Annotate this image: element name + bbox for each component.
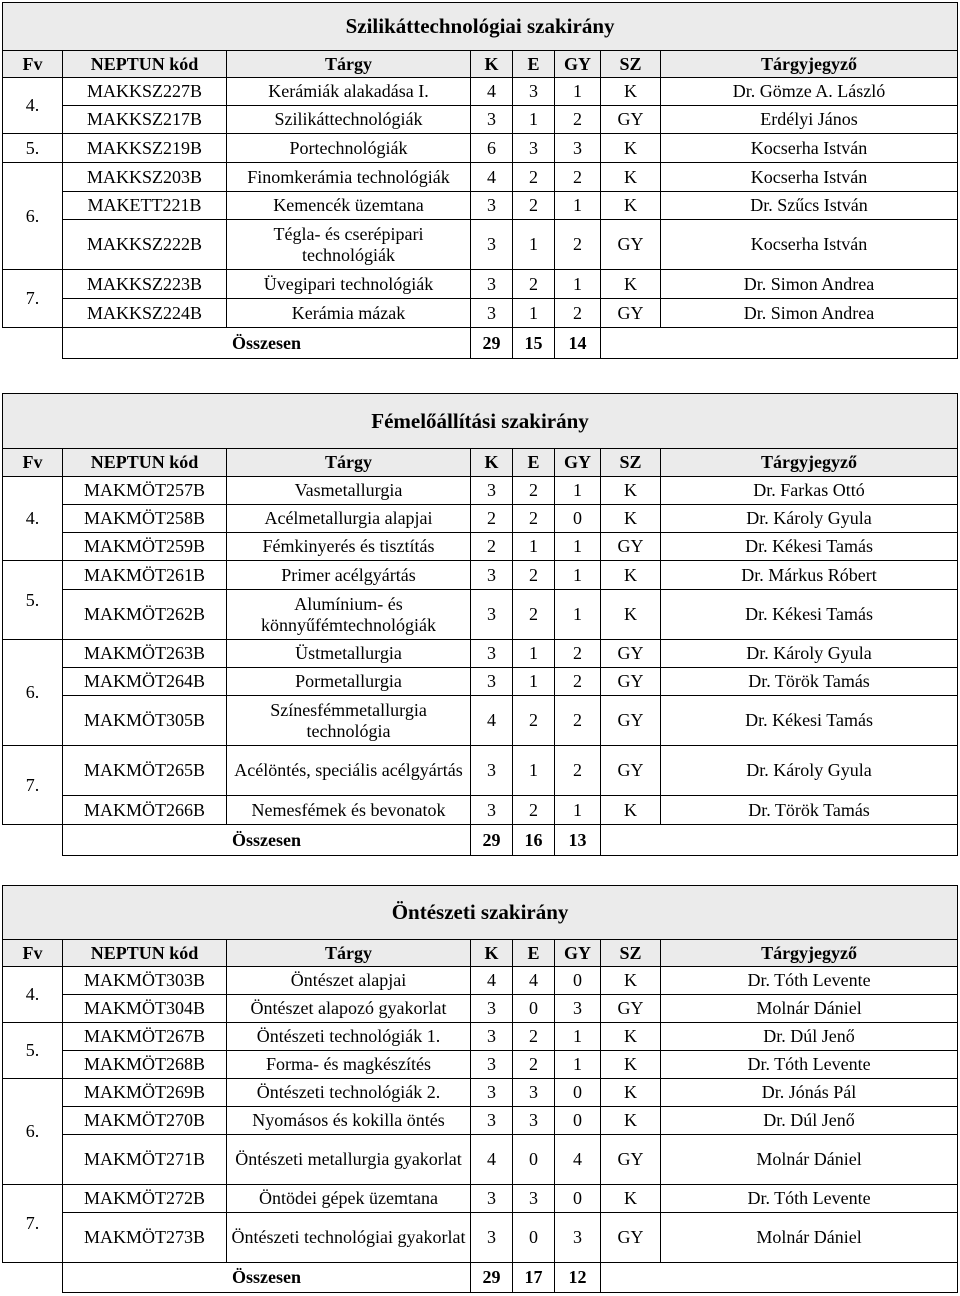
gy-cell: 1 <box>555 1023 601 1051</box>
teacher-cell: Molnár Dániel <box>661 995 958 1023</box>
total-label: Összesen <box>63 1263 471 1293</box>
e-cell: 4 <box>513 967 555 995</box>
course-table <box>2 2 958 359</box>
k-cell: 3 <box>471 106 513 134</box>
total-gy: 14 <box>555 328 601 359</box>
sz-cell: K <box>601 134 661 163</box>
table-row <box>3 533 958 561</box>
sz-cell: GY <box>601 1213 661 1263</box>
semester-cell: 4. <box>3 967 63 1023</box>
table-row <box>3 668 958 696</box>
k-cell: 3 <box>471 590 513 640</box>
sz-cell: GY <box>601 696 661 746</box>
header-e: E <box>513 940 555 967</box>
semester-cell: 6. <box>3 163 63 270</box>
code-cell: MAKMÖT273B <box>63 1213 227 1263</box>
e-cell: 2 <box>513 796 555 825</box>
subject-cell: Portechnológiák <box>227 134 471 163</box>
header-fv: Fv <box>3 51 63 78</box>
table-row <box>3 967 958 995</box>
e-cell: 1 <box>513 668 555 696</box>
code-cell: MAKMÖT257B <box>63 477 227 505</box>
code-cell: MAKKSZ224B <box>63 299 227 328</box>
gy-cell: 1 <box>555 1051 601 1079</box>
semester-cell: 7. <box>3 1185 63 1263</box>
total-gy: 12 <box>555 1263 601 1293</box>
subject-cell: Forma- és magkészítés <box>227 1051 471 1079</box>
sz-cell: GY <box>601 299 661 328</box>
teacher-cell: Erdélyi János <box>661 106 958 134</box>
k-cell: 3 <box>471 668 513 696</box>
table-row <box>3 78 958 106</box>
total-row <box>3 328 958 359</box>
gy-cell: 3 <box>555 1213 601 1263</box>
gy-cell: 1 <box>555 270 601 299</box>
code-cell: MAKMÖT264B <box>63 668 227 696</box>
table-row <box>3 590 958 640</box>
teacher-cell: Dr. Simon Andrea <box>661 270 958 299</box>
teacher-cell: Kocserha István <box>661 134 958 163</box>
total-row <box>3 1263 958 1293</box>
table-row <box>3 796 958 825</box>
teacher-cell: Dr. Kékesi Tamás <box>661 590 958 640</box>
k-cell: 3 <box>471 1107 513 1135</box>
k-cell: 3 <box>471 220 513 270</box>
k-cell: 4 <box>471 967 513 995</box>
code-cell: MAKMÖT270B <box>63 1107 227 1135</box>
section-title: Fémelőállítási szakirány <box>3 394 958 449</box>
e-cell: 0 <box>513 1213 555 1263</box>
table-row <box>3 1079 958 1107</box>
header-k: K <box>471 449 513 477</box>
teacher-cell: Dr. Dúl Jenő <box>661 1107 958 1135</box>
gy-cell: 2 <box>555 696 601 746</box>
header-k: K <box>471 51 513 78</box>
teacher-cell: Molnár Dániel <box>661 1213 958 1263</box>
k-cell: 4 <box>471 1135 513 1185</box>
table-row <box>3 505 958 533</box>
sz-cell: GY <box>601 995 661 1023</box>
header-sz: SZ <box>601 940 661 967</box>
k-cell: 2 <box>471 533 513 561</box>
subject-cell: Nemesfémek és bevonatok <box>227 796 471 825</box>
teacher-cell: Dr. Török Tamás <box>661 796 958 825</box>
teacher-cell: Kocserha István <box>661 220 958 270</box>
k-cell: 6 <box>471 134 513 163</box>
section-onteszeti <box>2 885 957 1293</box>
gy-cell: 1 <box>555 796 601 825</box>
k-cell: 3 <box>471 746 513 796</box>
teacher-cell: Dr. Török Tamás <box>661 668 958 696</box>
code-cell: MAKMÖT304B <box>63 995 227 1023</box>
subject-cell: Öntészet alapjai <box>227 967 471 995</box>
course-table <box>2 885 958 1293</box>
code-cell: MAKKSZ203B <box>63 163 227 192</box>
subject-cell: Öntödei gépek üzemtana <box>227 1185 471 1213</box>
sz-cell: K <box>601 1107 661 1135</box>
total-empty <box>601 825 958 856</box>
gy-cell: 2 <box>555 220 601 270</box>
teacher-cell: Molnár Dániel <box>661 1135 958 1185</box>
table-row <box>3 640 958 668</box>
spacer-cell <box>3 1263 63 1293</box>
subject-cell: Üstmetallurgia <box>227 640 471 668</box>
semester-cell: 7. <box>3 746 63 825</box>
spacer-cell <box>3 328 63 359</box>
e-cell: 2 <box>513 192 555 220</box>
semester-cell: 4. <box>3 477 63 561</box>
subject-cell: Alumínium- és könnyűfémtechnológiák <box>227 590 471 640</box>
teacher-cell: Kocserha István <box>661 163 958 192</box>
total-label: Összesen <box>63 825 471 856</box>
k-cell: 3 <box>471 796 513 825</box>
total-e: 15 <box>513 328 555 359</box>
table-row <box>3 477 958 505</box>
teacher-cell: Dr. Kékesi Tamás <box>661 696 958 746</box>
teacher-cell: Dr. Szűcs István <box>661 192 958 220</box>
sz-cell: K <box>601 477 661 505</box>
subject-cell: Primer acélgyártás <box>227 561 471 590</box>
k-cell: 3 <box>471 995 513 1023</box>
table-row <box>3 1185 958 1213</box>
header-e: E <box>513 51 555 78</box>
section-szilikat <box>2 2 957 359</box>
code-cell: MAKMÖT269B <box>63 1079 227 1107</box>
subject-cell: Színesfémmetallurgia technológia <box>227 696 471 746</box>
e-cell: 3 <box>513 1107 555 1135</box>
code-cell: MAKKSZ222B <box>63 220 227 270</box>
subject-cell: Kerámiák alakadása I. <box>227 78 471 106</box>
e-cell: 2 <box>513 696 555 746</box>
total-e: 16 <box>513 825 555 856</box>
teacher-cell: Dr. Farkas Ottó <box>661 477 958 505</box>
code-cell: MAKMÖT266B <box>63 796 227 825</box>
header-k: K <box>471 940 513 967</box>
subject-cell: Öntészeti technológiák 1. <box>227 1023 471 1051</box>
e-cell: 0 <box>513 1135 555 1185</box>
gy-cell: 2 <box>555 746 601 796</box>
teacher-cell: Dr. Dúl Jenő <box>661 1023 958 1051</box>
e-cell: 1 <box>513 640 555 668</box>
table-row <box>3 106 958 134</box>
teacher-cell: Dr. Tóth Levente <box>661 967 958 995</box>
gy-cell: 0 <box>555 505 601 533</box>
sz-cell: K <box>601 1051 661 1079</box>
teacher-cell: Dr. Gömze A. László <box>661 78 958 106</box>
total-label: Összesen <box>63 328 471 359</box>
e-cell: 3 <box>513 1185 555 1213</box>
table-row <box>3 1135 958 1185</box>
header-subject: Tárgy <box>227 51 471 78</box>
e-cell: 2 <box>513 1051 555 1079</box>
k-cell: 3 <box>471 299 513 328</box>
e-cell: 2 <box>513 590 555 640</box>
subject-cell: Öntészeti technológiai gyakorlat <box>227 1213 471 1263</box>
total-gy: 13 <box>555 825 601 856</box>
subject-cell: Szilikáttechnológiák <box>227 106 471 134</box>
k-cell: 4 <box>471 163 513 192</box>
code-cell: MAKKSZ219B <box>63 134 227 163</box>
total-e: 17 <box>513 1263 555 1293</box>
sz-cell: K <box>601 561 661 590</box>
table-row <box>3 746 958 796</box>
header-e: E <box>513 449 555 477</box>
table-row <box>3 163 958 192</box>
sz-cell: GY <box>601 533 661 561</box>
subject-cell: Finomkerámia technológiák <box>227 163 471 192</box>
gy-cell: 3 <box>555 995 601 1023</box>
sz-cell: K <box>601 270 661 299</box>
total-k: 29 <box>471 1263 513 1293</box>
header-sz: SZ <box>601 51 661 78</box>
header-fv: Fv <box>3 449 63 477</box>
subject-cell: Üvegipari technológiák <box>227 270 471 299</box>
subject-cell: Vasmetallurgia <box>227 477 471 505</box>
subject-cell: Acélmetallurgia alapjai <box>227 505 471 533</box>
code-cell: MAKKSZ223B <box>63 270 227 299</box>
subject-cell: Kerámia mázak <box>227 299 471 328</box>
gy-cell: 2 <box>555 106 601 134</box>
code-cell: MAKMÖT263B <box>63 640 227 668</box>
e-cell: 2 <box>513 163 555 192</box>
teacher-cell: Dr. Márkus Róbert <box>661 561 958 590</box>
code-cell: MAKMÖT259B <box>63 533 227 561</box>
header-fv: Fv <box>3 940 63 967</box>
semester-cell: 5. <box>3 561 63 640</box>
k-cell: 3 <box>471 640 513 668</box>
course-table <box>2 393 958 856</box>
table-row <box>3 1213 958 1263</box>
code-cell: MAKMÖT261B <box>63 561 227 590</box>
code-cell: MAKETT221B <box>63 192 227 220</box>
total-k: 29 <box>471 328 513 359</box>
section-femeloallitasi <box>2 393 957 856</box>
total-row <box>3 825 958 856</box>
gy-cell: 2 <box>555 299 601 328</box>
header-teacher: Tárgyjegyző <box>661 940 958 967</box>
header-neptun: NEPTUN kód <box>63 51 227 78</box>
sz-cell: K <box>601 1079 661 1107</box>
sz-cell: K <box>601 796 661 825</box>
e-cell: 3 <box>513 134 555 163</box>
header-neptun: NEPTUN kód <box>63 449 227 477</box>
code-cell: MAKMÖT258B <box>63 505 227 533</box>
teacher-cell: Dr. Károly Gyula <box>661 746 958 796</box>
section-title: Szilikáttechnológiai szakirány <box>3 3 958 51</box>
code-cell: MAKMÖT271B <box>63 1135 227 1185</box>
code-cell: MAKKSZ227B <box>63 78 227 106</box>
e-cell: 2 <box>513 477 555 505</box>
gy-cell: 0 <box>555 1185 601 1213</box>
e-cell: 1 <box>513 746 555 796</box>
sz-cell: GY <box>601 640 661 668</box>
k-cell: 3 <box>471 1079 513 1107</box>
semester-cell: 5. <box>3 134 63 163</box>
gy-cell: 1 <box>555 561 601 590</box>
table-row <box>3 1107 958 1135</box>
code-cell: MAKMÖT267B <box>63 1023 227 1051</box>
e-cell: 1 <box>513 533 555 561</box>
subject-cell: Fémkinyerés és tisztítás <box>227 533 471 561</box>
sz-cell: K <box>601 967 661 995</box>
table-row <box>3 220 958 270</box>
gy-cell: 1 <box>555 590 601 640</box>
subject-cell: Kemencék üzemtana <box>227 192 471 220</box>
code-cell: MAKMÖT303B <box>63 967 227 995</box>
sz-cell: GY <box>601 746 661 796</box>
e-cell: 1 <box>513 220 555 270</box>
k-cell: 3 <box>471 1051 513 1079</box>
k-cell: 3 <box>471 561 513 590</box>
header-gy: GY <box>555 51 601 78</box>
gy-cell: 1 <box>555 477 601 505</box>
table-row <box>3 192 958 220</box>
subject-cell: Öntészeti technológiák 2. <box>227 1079 471 1107</box>
e-cell: 1 <box>513 106 555 134</box>
sz-cell: K <box>601 192 661 220</box>
subject-cell: Öntészeti metallurgia gyakorlat <box>227 1135 471 1185</box>
teacher-cell: Dr. Jónás Pál <box>661 1079 958 1107</box>
k-cell: 3 <box>471 270 513 299</box>
table-row <box>3 270 958 299</box>
sz-cell: GY <box>601 1135 661 1185</box>
table-row <box>3 561 958 590</box>
table-row <box>3 134 958 163</box>
gy-cell: 2 <box>555 668 601 696</box>
header-sz: SZ <box>601 449 661 477</box>
subject-cell: Tégla- és cserépipari technológiák <box>227 220 471 270</box>
header-teacher: Tárgyjegyző <box>661 51 958 78</box>
k-cell: 4 <box>471 78 513 106</box>
gy-cell: 0 <box>555 1107 601 1135</box>
teacher-cell: Dr. Károly Gyula <box>661 640 958 668</box>
k-cell: 2 <box>471 505 513 533</box>
spacer-cell <box>3 825 63 856</box>
e-cell: 3 <box>513 78 555 106</box>
sz-cell: GY <box>601 106 661 134</box>
total-empty <box>601 1263 958 1293</box>
gy-cell: 2 <box>555 163 601 192</box>
gy-cell: 2 <box>555 640 601 668</box>
header-subject: Tárgy <box>227 449 471 477</box>
table-row <box>3 1023 958 1051</box>
k-cell: 3 <box>471 1185 513 1213</box>
gy-cell: 1 <box>555 533 601 561</box>
semester-cell: 6. <box>3 640 63 746</box>
gy-cell: 1 <box>555 192 601 220</box>
gy-cell: 1 <box>555 78 601 106</box>
sz-cell: K <box>601 590 661 640</box>
k-cell: 4 <box>471 696 513 746</box>
sz-cell: K <box>601 1023 661 1051</box>
e-cell: 2 <box>513 1023 555 1051</box>
header-teacher: Tárgyjegyző <box>661 449 958 477</box>
e-cell: 2 <box>513 561 555 590</box>
gy-cell: 3 <box>555 134 601 163</box>
teacher-cell: Dr. Tóth Levente <box>661 1185 958 1213</box>
teacher-cell: Dr. Kékesi Tamás <box>661 533 958 561</box>
code-cell: MAKMÖT268B <box>63 1051 227 1079</box>
semester-cell: 4. <box>3 78 63 134</box>
e-cell: 0 <box>513 995 555 1023</box>
total-empty <box>601 328 958 359</box>
e-cell: 2 <box>513 505 555 533</box>
section-title: Öntészeti szakirány <box>3 886 958 940</box>
k-cell: 3 <box>471 1213 513 1263</box>
table-row <box>3 995 958 1023</box>
sz-cell: K <box>601 1185 661 1213</box>
table-row <box>3 1051 958 1079</box>
teacher-cell: Dr. Simon Andrea <box>661 299 958 328</box>
semester-cell: 5. <box>3 1023 63 1079</box>
total-k: 29 <box>471 825 513 856</box>
table-row <box>3 696 958 746</box>
subject-cell: Pormetallurgia <box>227 668 471 696</box>
k-cell: 3 <box>471 477 513 505</box>
teacher-cell: Dr. Tóth Levente <box>661 1051 958 1079</box>
gy-cell: 4 <box>555 1135 601 1185</box>
code-cell: MAKMÖT265B <box>63 746 227 796</box>
code-cell: MAKMÖT272B <box>63 1185 227 1213</box>
subject-cell: Öntészet alapozó gyakorlat <box>227 995 471 1023</box>
e-cell: 1 <box>513 299 555 328</box>
code-cell: MAKMÖT262B <box>63 590 227 640</box>
k-cell: 3 <box>471 1023 513 1051</box>
sz-cell: K <box>601 78 661 106</box>
sz-cell: GY <box>601 220 661 270</box>
header-subject: Tárgy <box>227 940 471 967</box>
sz-cell: K <box>601 163 661 192</box>
sz-cell: GY <box>601 668 661 696</box>
header-neptun: NEPTUN kód <box>63 940 227 967</box>
gy-cell: 0 <box>555 1079 601 1107</box>
header-gy: GY <box>555 449 601 477</box>
e-cell: 3 <box>513 1079 555 1107</box>
subject-cell: Acélöntés, speciális acélgyártás <box>227 746 471 796</box>
semester-cell: 6. <box>3 1079 63 1185</box>
teacher-cell: Dr. Károly Gyula <box>661 505 958 533</box>
code-cell: MAKMÖT305B <box>63 696 227 746</box>
header-gy: GY <box>555 940 601 967</box>
k-cell: 3 <box>471 192 513 220</box>
gy-cell: 0 <box>555 967 601 995</box>
table-row <box>3 299 958 328</box>
e-cell: 2 <box>513 270 555 299</box>
code-cell: MAKKSZ217B <box>63 106 227 134</box>
sz-cell: K <box>601 505 661 533</box>
subject-cell: Nyomásos és kokilla öntés <box>227 1107 471 1135</box>
semester-cell: 7. <box>3 270 63 328</box>
